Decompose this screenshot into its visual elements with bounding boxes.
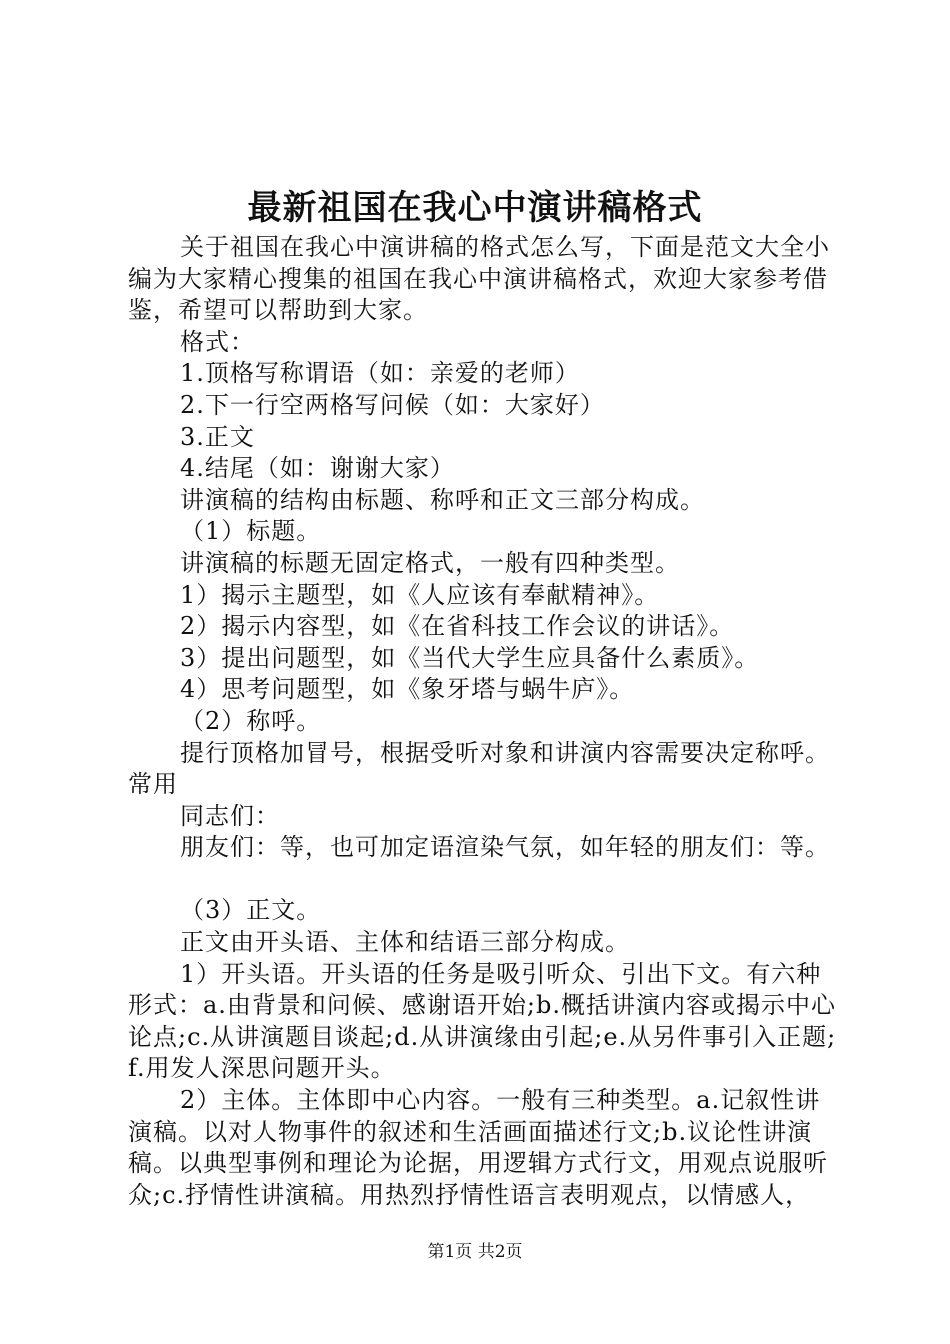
paragraph: 1.顶格写称谓语（如：亲爱的老师） xyxy=(180,359,580,388)
paragraph: 讲演稿的结构由标题、称呼和正文三部分构成。 xyxy=(180,485,705,514)
paragraph: 4.结尾（如：谢谢大家） xyxy=(180,454,455,483)
paragraph: 4）思考问题型，如《象牙塔与蜗牛庐》。 xyxy=(180,675,635,704)
paragraph: 2.下一行空两格写问候（如：大家好） xyxy=(180,390,605,419)
paragraph: （3）正文。 xyxy=(180,896,322,925)
page-footer: 第1页 共2页 xyxy=(427,1242,523,1262)
paragraph: 格式： xyxy=(180,327,255,356)
paragraph: 正文由开头语、主体和结语三部分构成。 xyxy=(180,928,630,957)
document-title: 最新祖国在我心中演讲稿格式 xyxy=(247,188,703,228)
paragraph: 关于祖国在我心中演讲稿的格式怎么写，下面是范文大全小编为大家精心搜集的祖国在我心中演讲稿格式，欢迎大家参考借鉴，希望可以帮助到大家。 xyxy=(128,233,830,325)
paragraph: 2）揭示内容型，如《在省科技工作会议的讲话》。 xyxy=(180,612,735,641)
paragraph: 1）揭示主题型，如《人应该有奉献精神》。 xyxy=(180,580,660,609)
blank-line xyxy=(128,864,840,896)
paragraph: 朋友们：等，也可加定语渲染气氛，如年轻的朋友们：等。 xyxy=(180,833,830,862)
paragraph: 提行顶格加冒号，根据受听对象和讲演内容需要决定称呼。常用 xyxy=(128,738,830,799)
paragraph: 同志们： xyxy=(180,801,280,830)
paragraph: 2）主体。主体即中心内容。一般有三种类型。a.记叙性讲演稿。以对人物事件的叙述和生活画面描述行文;b.议论性讲演稿。以典型事例和理论为论据，用逻辑方式行文，用观点说服听众;c.抒情性讲演稿。用热烈抒情性语言表明观点，以情感人， xyxy=(128,1086,828,1209)
paragraph: 1）开头语。开头语的任务是吸引听众、引出下文。有六种形式：a.由背景和问候、感谢语开始;b.概括讲演内容或揭示中心论点;c.从讲演题目谈起;d.从讲演缘由引起;e.从另件事引入正题;f.用发人深思问题开头。 xyxy=(128,959,837,1083)
paragraph: 3）提出问题型，如《当代大学生应具备什么素质》。 xyxy=(180,643,760,672)
document-body xyxy=(128,232,840,1211)
paragraph: 3.正文 xyxy=(180,422,255,451)
paragraph: 讲演稿的标题无固定格式，一般有四种类型。 xyxy=(180,548,680,577)
paragraph: （2）称呼。 xyxy=(180,706,322,735)
paragraph: （1）标题。 xyxy=(180,517,322,546)
